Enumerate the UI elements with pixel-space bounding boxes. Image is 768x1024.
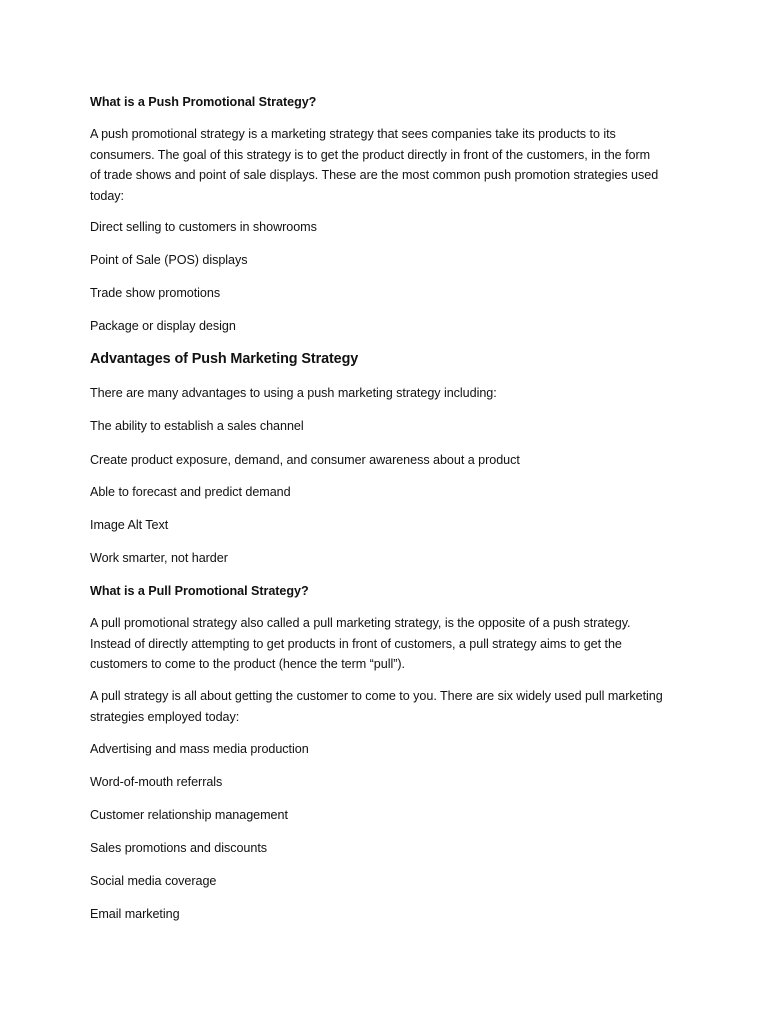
pull-intro-line: Instead of directly attempting to get products in front of customers, a pull strategy aims to get the <box>90 636 622 651</box>
pull-heading: What is a Pull Promotional Strategy? <box>90 584 309 598</box>
push-intro-line: of trade shows and point of sale displays. These are the most common push promotion strategies used <box>90 168 659 182</box>
pull-intro-line: A pull promotional strategy also called a pull marketing strategy, is the opposite of a push strategy. <box>90 616 631 630</box>
push-list-item: Direct selling to customers in showrooms <box>90 220 317 234</box>
advantages-list-item: Work smarter, not harder <box>90 551 228 565</box>
push-intro-line: today: <box>90 188 125 203</box>
push-heading: What is a Push Promotional Strategy? <box>90 95 317 109</box>
push-intro-line: consumers. The goal of this strategy is to get the product directly in front of the customers, in the form <box>90 147 651 162</box>
pull-list-item: Social media coverage <box>90 874 217 888</box>
advantages-list-item: Create product exposure, demand, and consumer awareness about a product <box>90 453 520 467</box>
advantages-intro: There are many advantages to using a push marketing strategy including: <box>90 386 497 400</box>
push-list-item: Trade show promotions <box>90 286 221 300</box>
push-list-item: Point of Sale (POS) displays <box>90 253 248 267</box>
pull-list-item: Customer relationship management <box>90 808 288 822</box>
push-list-item: Package or display design <box>90 319 236 333</box>
pull-intro2-line: A pull strategy is all about getting the customer to come to you. There are six widely used pull marketing <box>90 689 663 703</box>
advantages-heading: Advantages of Push Marketing Strategy <box>90 351 359 367</box>
pull-list-item: Sales promotions and discounts <box>90 841 268 855</box>
advantages-list-item: The ability to establish a sales channel <box>90 419 304 433</box>
pull-intro-line: customers to come to the product (hence the term “pull”). <box>90 657 405 671</box>
advantages-list-item: Able to forecast and predict demand <box>90 485 291 499</box>
pull-intro2-line: strategies employed today: <box>90 709 240 724</box>
advantages-list-item: Image Alt Text <box>90 518 169 532</box>
pull-list-item: Word-of-mouth referrals <box>90 775 223 789</box>
pull-list-item: Advertising and mass media production <box>90 742 309 756</box>
pull-list-item: Email marketing <box>90 907 180 921</box>
push-intro-line: A push promotional strategy is a marketing strategy that sees companies take its products to its <box>90 127 616 141</box>
